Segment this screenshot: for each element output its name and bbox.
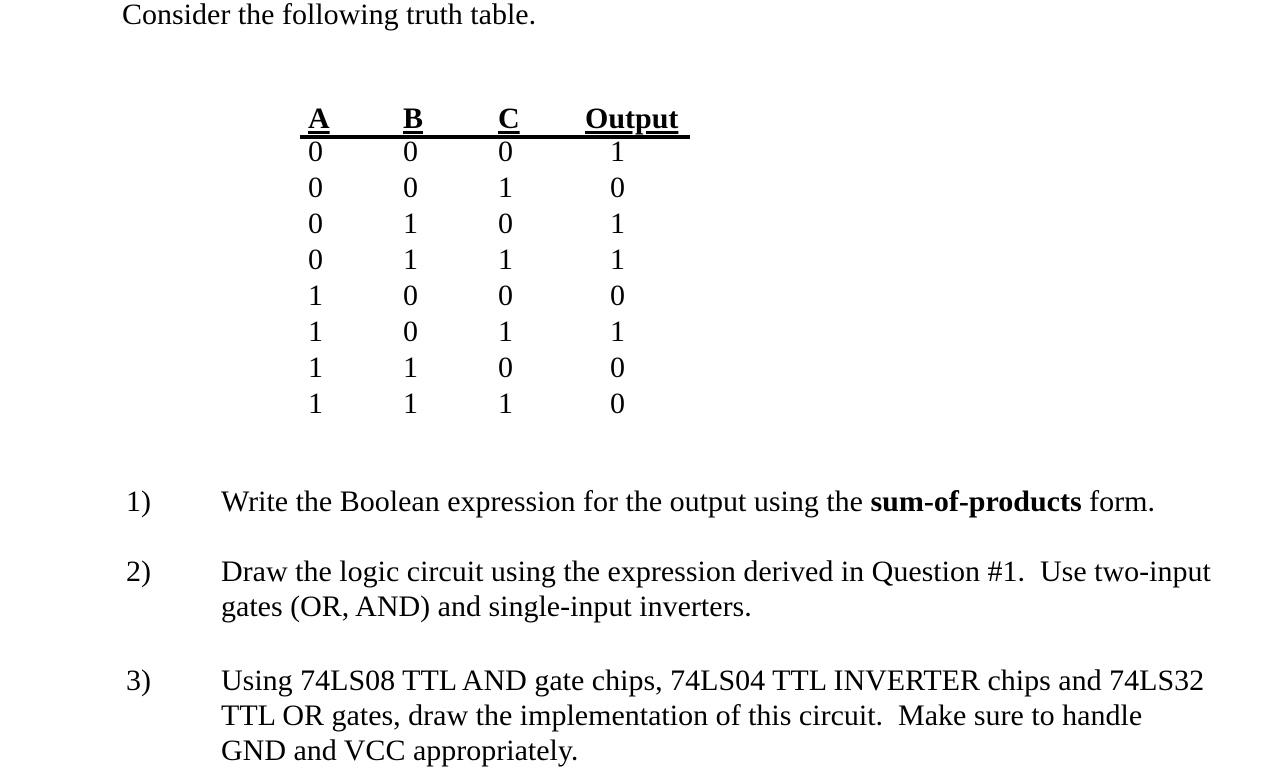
question-text-segment: GND and VCC appropriately. — [221, 734, 579, 767]
truth-table-cell: 0 — [308, 207, 323, 240]
truth-table-cell: 1 — [308, 387, 323, 420]
question-text-segment: sum-of-products — [870, 485, 1082, 518]
question-number: 1) — [126, 485, 151, 518]
truth-table-cell: 0 — [498, 207, 513, 240]
truth-table-cell: 0 — [610, 279, 625, 312]
question-text-segment: Write the Boolean expression for the output using the — [221, 485, 871, 518]
truth-table-header-c: C — [498, 102, 520, 135]
truth-table-row — [300, 242, 690, 278]
question-text-line — [221, 554, 1211, 589]
question-text-segment: TTL OR gates, draw the implementation of this circuit. Make sure to handle — [221, 699, 1143, 732]
truth-table-cell: 1 — [498, 243, 513, 276]
truth-table-row — [300, 170, 690, 206]
truth-table-cell: 0 — [403, 279, 418, 312]
question-number: 2) — [126, 555, 151, 588]
truth-table-cell: 0 — [308, 171, 323, 204]
truth-table-header-b: B — [403, 102, 424, 135]
truth-table-cell: 1 — [403, 207, 418, 240]
page-title: Consider the following truth table. — [122, 0, 537, 31]
truth-table-cell: 0 — [610, 171, 625, 204]
truth-table-cell: 1 — [610, 315, 625, 348]
truth-table-cell: 1 — [610, 207, 625, 240]
truth-table-cell: 1 — [498, 387, 513, 420]
truth-table-cell: 1 — [403, 387, 418, 420]
truth-table-cell: 1 — [498, 171, 513, 204]
truth-table-cell: 1 — [498, 315, 513, 348]
truth-table-cell: 0 — [610, 351, 625, 384]
truth-table-row — [300, 350, 690, 386]
question-text — [221, 663, 1204, 768]
truth-table-cell: 0 — [403, 171, 418, 204]
truth-table-cell: 1 — [403, 243, 418, 276]
truth-table-header-row — [300, 101, 690, 137]
truth-table-cell: 0 — [308, 243, 323, 276]
truth-table-cell: 1 — [308, 351, 323, 384]
question-text-line — [221, 663, 1204, 698]
truth-table-cell: 1 — [610, 243, 625, 276]
truth-table-cell: 0 — [498, 135, 513, 168]
truth-table-header-a: A — [308, 102, 330, 135]
truth-table-row — [300, 314, 690, 350]
truth-table-cell: 0 — [610, 387, 625, 420]
question-text-segment: Draw the logic circuit using the expression derived in Question #1. Use two-input — [221, 555, 1211, 588]
question-text — [221, 554, 1211, 624]
truth-table-cell: 0 — [403, 315, 418, 348]
truth-table-row — [300, 386, 690, 422]
question-text-segment: Using 74LS08 TTL AND gate chips, 74LS04 TTL INVERTER chips and 74LS32 — [221, 664, 1205, 697]
question-text-segment: gates (OR, AND) and single-input inverters. — [221, 590, 752, 623]
question-text-line — [221, 589, 1211, 624]
truth-table-cell: 1 — [610, 135, 625, 168]
truth-table-cell: 1 — [403, 351, 418, 384]
question-number: 3) — [126, 664, 151, 697]
truth-table-cell: 0 — [498, 351, 513, 384]
question-text-line — [221, 733, 1204, 768]
truth-table-cell: 0 — [308, 135, 323, 168]
question-text-line — [221, 698, 1204, 733]
question-text-line — [221, 484, 1155, 519]
truth-table-header-output: Output — [585, 102, 679, 135]
question-text-segment: form. — [1081, 485, 1155, 518]
truth-table-cell: 1 — [308, 279, 323, 312]
truth-table-cell: 1 — [308, 315, 323, 348]
truth-table-row — [300, 278, 690, 314]
truth-table-cell: 0 — [498, 279, 513, 312]
question-text — [221, 484, 1155, 519]
truth-table-row — [300, 134, 690, 170]
truth-table-cell: 0 — [403, 135, 418, 168]
truth-table-row — [300, 206, 690, 242]
